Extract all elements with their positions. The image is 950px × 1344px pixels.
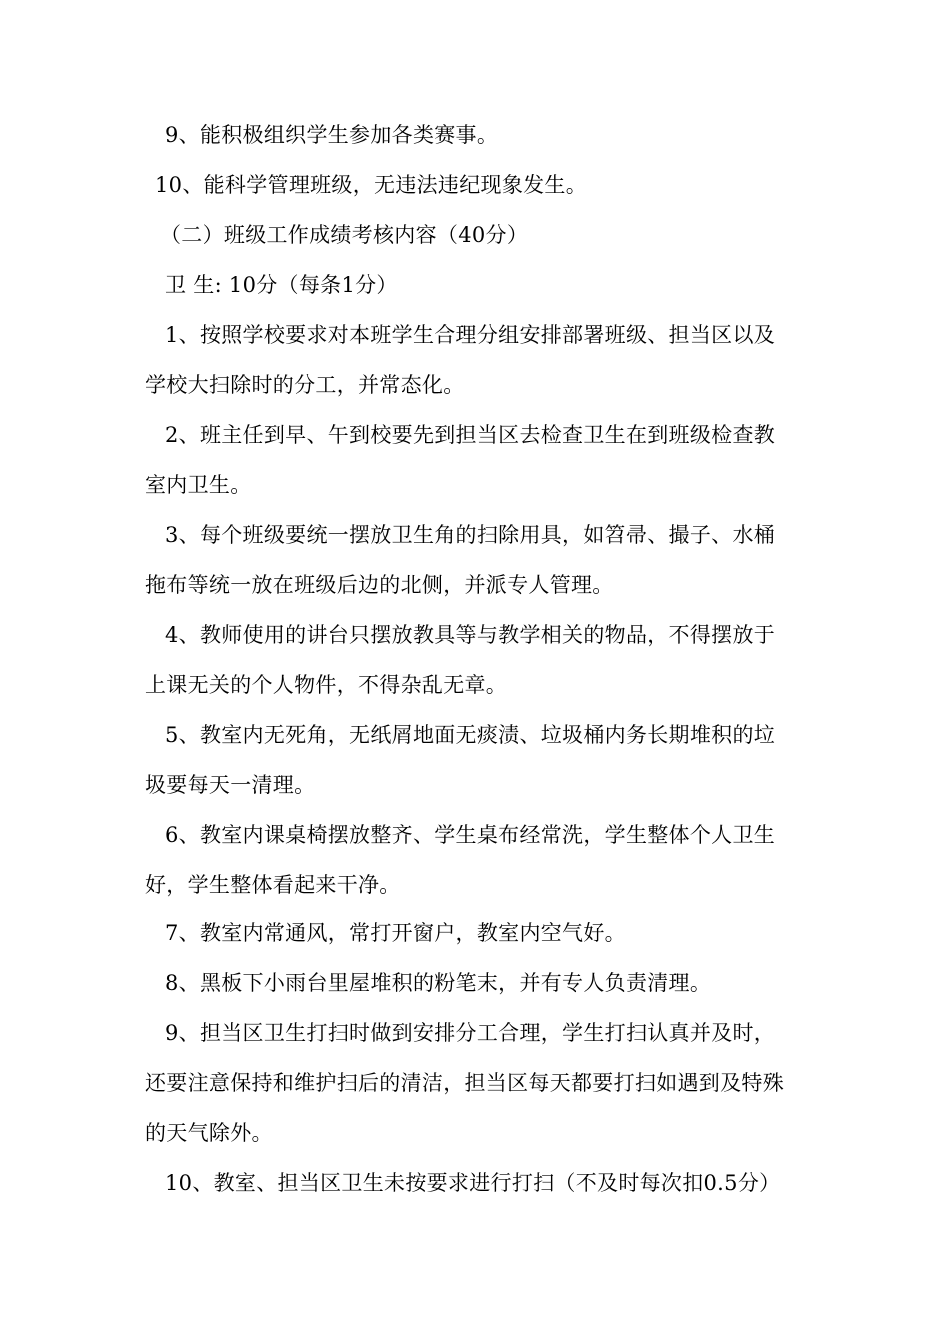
hygiene-item-9-line-3: 的天气除外。 [145,1121,273,1145]
hygiene-item-3-line-2: 拖布等统一放在班级后边的北侧，并派专人管理。 [145,573,614,597]
hygiene-item-4-line-1: 4、教师使用的讲台只摆放教具等与教学相关的物品，不得摆放于 [165,623,776,647]
hygiene-item-6-line-1: 6、教室内课桌椅摆放整齐、学生桌布经常洗，学生整体个人卫生 [165,823,776,847]
hygiene-item-1-line-2: 学校大扫除时的分工，并常态化。 [145,373,465,397]
paragraph-item-10-management: 10、能科学管理班级，无违法违纪现象发生。 [155,173,588,197]
section-heading-class-work: （二）班级工作成绩考核内容（40分） [160,223,529,247]
hygiene-item-6-line-2: 好，学生整体看起来干净。 [145,873,401,897]
hygiene-item-2-line-1: 2、班主任到早、午到校要先到担当区去检查卫生在到班级检查教 [165,423,776,447]
hygiene-item-5-line-2: 圾要每天一清理。 [145,773,316,797]
hygiene-item-7: 7、教室内常通风，常打开窗户，教室内空气好。 [165,921,626,945]
hygiene-item-4-line-2: 上课无关的个人物件，不得杂乱无章。 [145,673,508,697]
hygiene-item-3-line-1: 3、每个班级要统一摆放卫生角的扫除用具，如笤帚、撮子、水桶 [165,523,776,547]
hygiene-item-2-line-2: 室内卫生。 [145,473,252,497]
hygiene-item-9-line-2: 还要注意保持和维护扫后的清洁，担当区每天都要打扫如遇到及特殊 [145,1071,784,1095]
hygiene-item-10: 10、教室、担当区卫生未按要求进行打扫（不及时每次扣0.5分） [165,1171,781,1195]
subheading-hygiene: 卫 生: 10分（每条1分） [165,273,398,297]
hygiene-item-9-line-1: 9、担当区卫生打扫时做到安排分工合理，学生打扫认真并及时， [165,1021,776,1045]
hygiene-item-1-line-1: 1、按照学校要求对本班学生合理分组安排部署班级、担当区以及 [165,323,776,347]
hygiene-item-5-line-1: 5、教室内无死角，无纸屑地面无痰渍、垃圾桶内务长期堆积的垃 [165,723,776,747]
paragraph-item-9-activities: 9、能积极组织学生参加各类赛事。 [165,123,499,147]
hygiene-item-8: 8、黑板下小雨台里屋堆积的粉笔末，并有专人负责清理。 [165,971,712,995]
